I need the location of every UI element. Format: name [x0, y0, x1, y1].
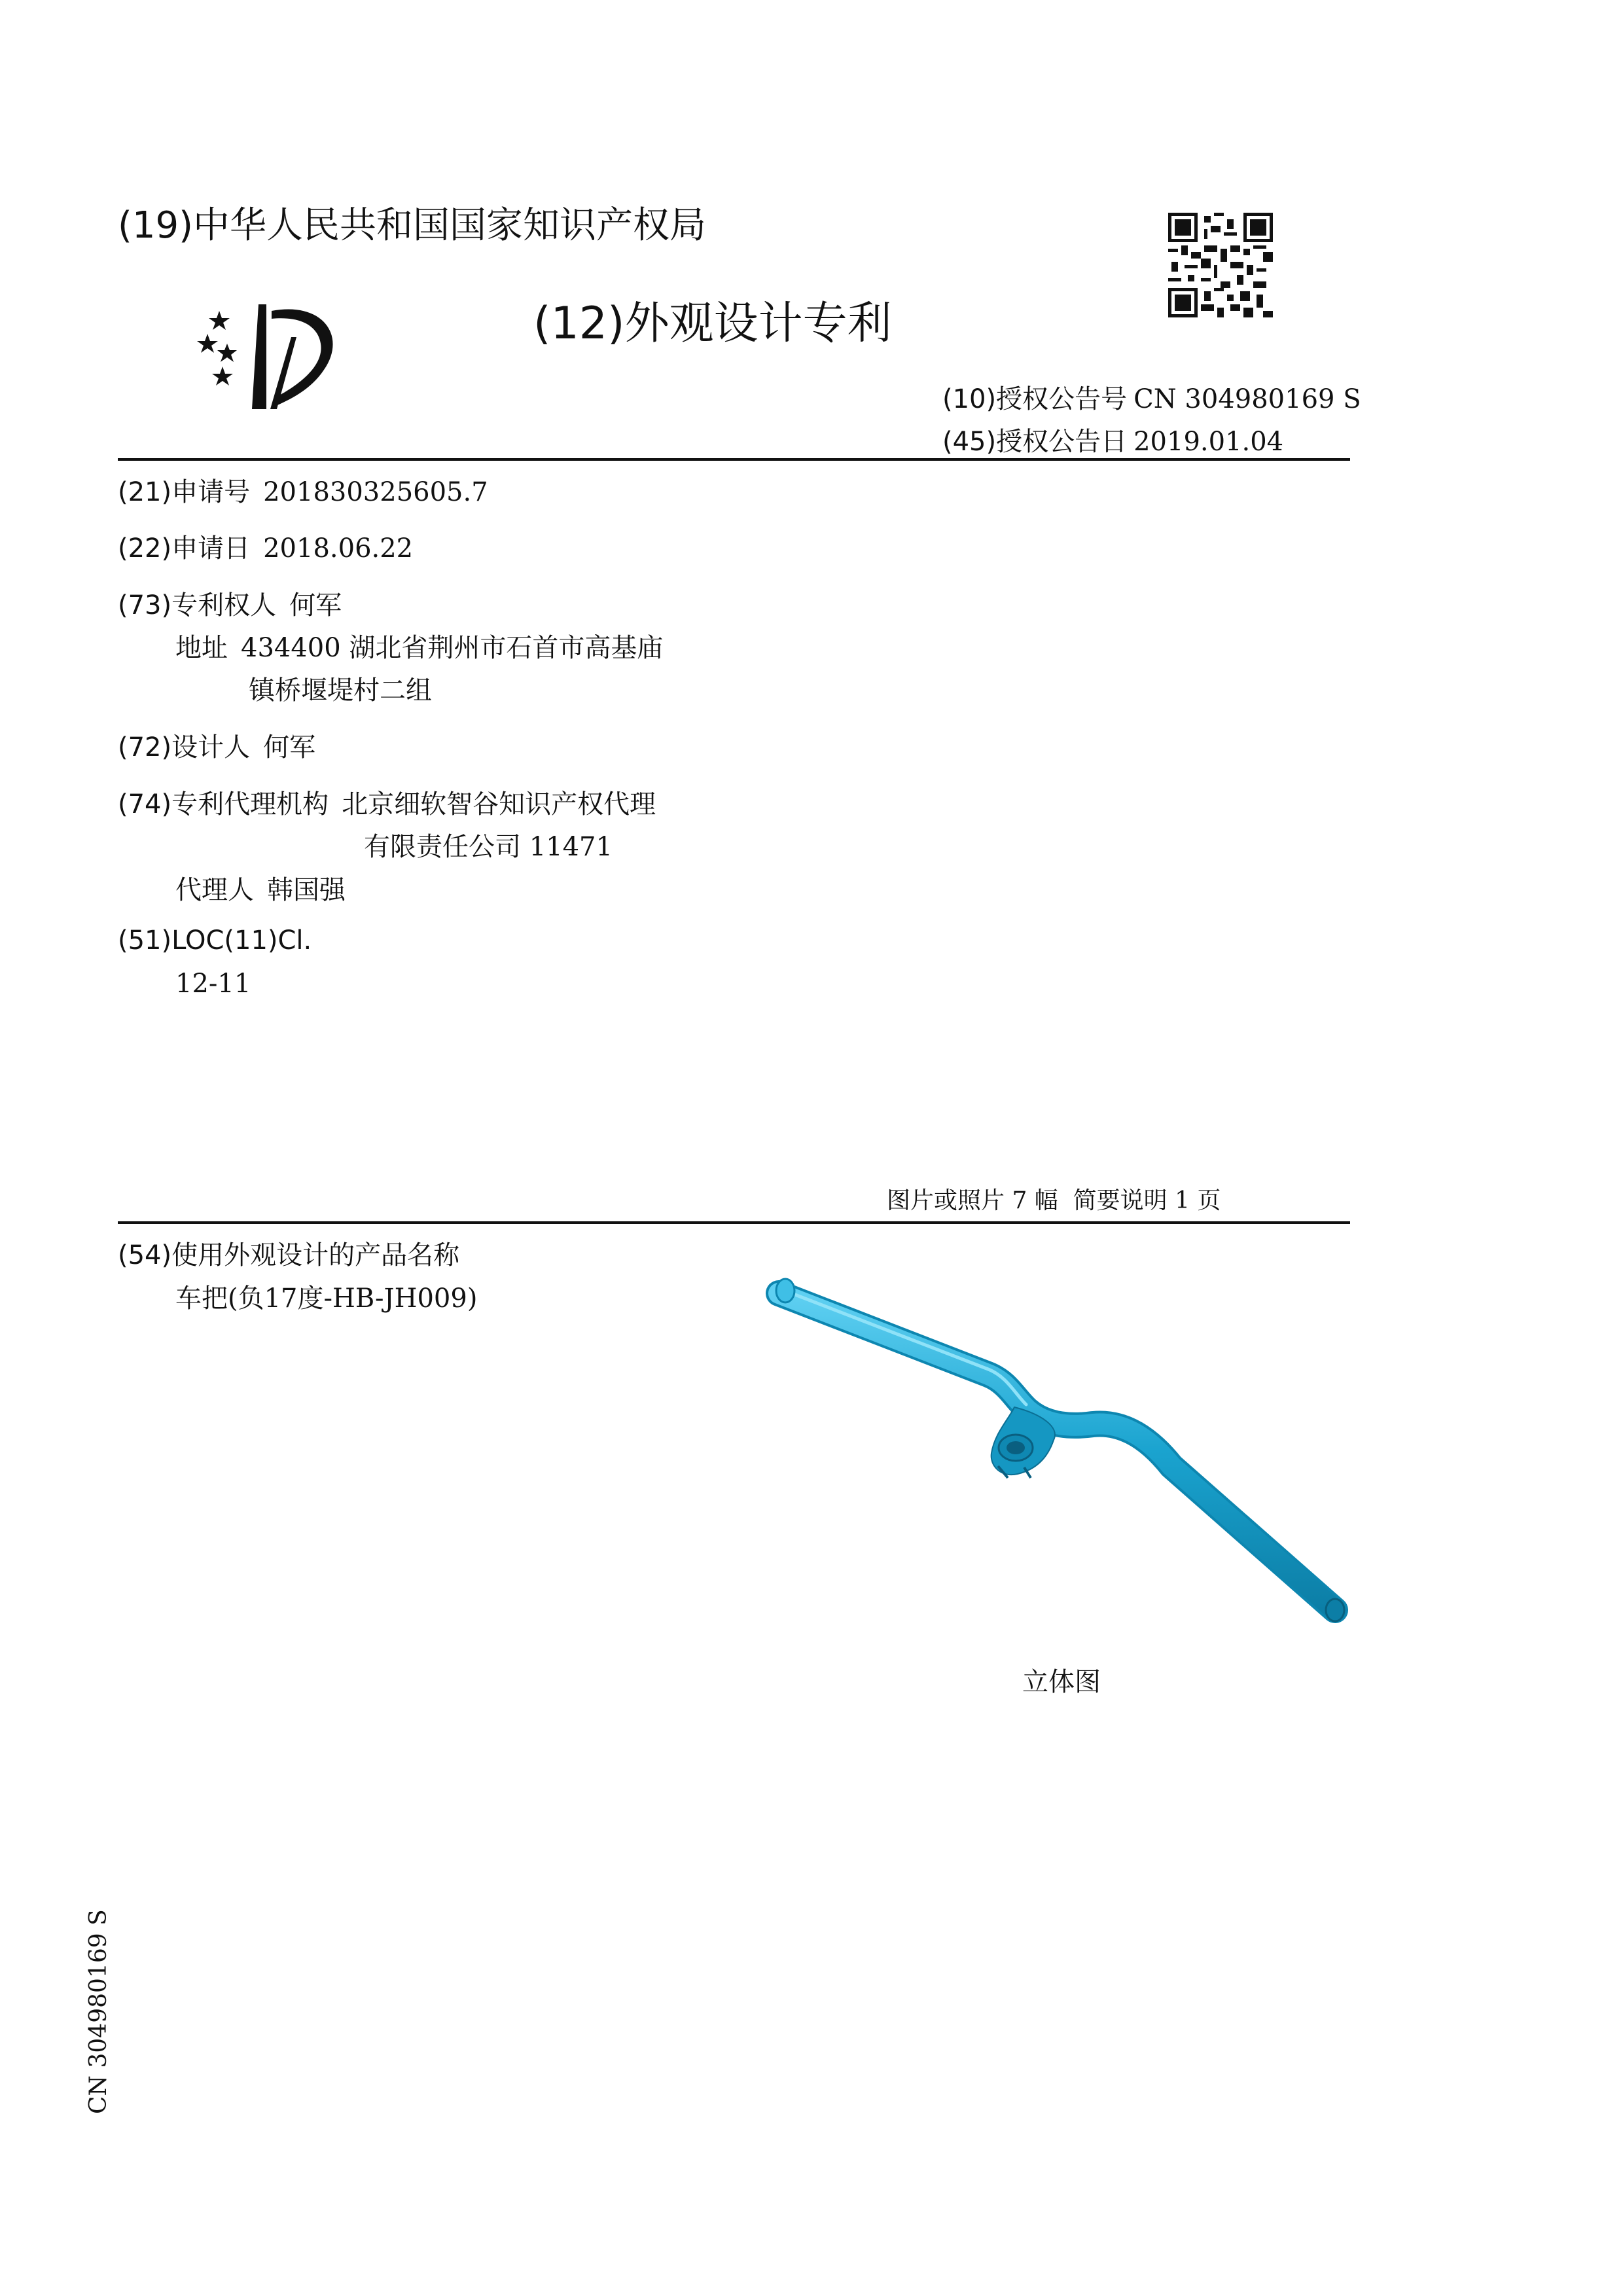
designer-value: 何军	[263, 732, 316, 762]
patent-agency-line-2: 有限责任公司 11471	[364, 832, 613, 862]
product-name-label: (54)使用外观设计的产品名称	[118, 1240, 460, 1270]
loc-classification-value: 12-11	[175, 969, 251, 999]
publication-date	[942, 421, 1283, 458]
publication-number-label: (10)授权公告号	[942, 384, 1128, 414]
designer-label: (72)设计人	[118, 732, 251, 762]
product-name-value: 车把(负17度-HB-JH009)	[175, 1283, 478, 1314]
address	[175, 627, 663, 664]
qr-code	[1168, 213, 1273, 317]
loc-classification-label: (51)LOC(11)Cl.	[118, 925, 312, 956]
agent-label: 代理人	[175, 875, 254, 905]
address-label: 地址	[175, 633, 228, 663]
address-line-2: 镇桥堰堤村二组	[249, 675, 432, 706]
patent-agency-label: (74)专利代理机构	[118, 789, 329, 819]
publication-number	[942, 378, 1361, 416]
figure-caption: 立体图	[1022, 1667, 1101, 1697]
patent-agency	[118, 783, 656, 821]
patent-owner-value: 何军	[289, 590, 342, 620]
application-date-value: 2018.06.22	[263, 533, 414, 564]
publication-number-value: CN 304980169 S	[1133, 384, 1361, 414]
address-line-1: 434400 湖北省荆州市石首市高基庙	[241, 633, 664, 663]
handlebar-figure	[766, 1270, 1355, 1636]
publication-date-label: (45)授权公告日	[942, 427, 1128, 457]
designer	[118, 726, 315, 764]
publication-date-value: 2019.01.04	[1133, 427, 1284, 457]
agent	[175, 869, 346, 906]
summary-divider	[118, 1221, 1350, 1224]
application-date-label: (22)申请日	[118, 533, 251, 564]
side-publication-number: CN 304980169 S	[85, 1909, 112, 2114]
application-number	[118, 471, 488, 509]
cnipa-logo	[193, 298, 350, 416]
patent-agency-line-1: 北京细软智谷知识产权代理	[342, 789, 656, 819]
application-date	[118, 528, 413, 565]
figures-summary: 图片或照片 7 幅 简要说明 1 页	[887, 1187, 1221, 1214]
office-name: (19)中华人民共和国国家知识产权局	[118, 204, 706, 247]
agent-value: 韩国强	[267, 875, 346, 905]
patent-owner-label: (73)专利权人	[118, 590, 277, 620]
application-number-value: 201830325605.7	[263, 477, 488, 507]
patent-owner	[118, 584, 342, 622]
header-divider	[118, 458, 1350, 461]
application-number-label: (21)申请号	[118, 477, 251, 507]
document-type: (12)外观设计专利	[533, 298, 892, 350]
